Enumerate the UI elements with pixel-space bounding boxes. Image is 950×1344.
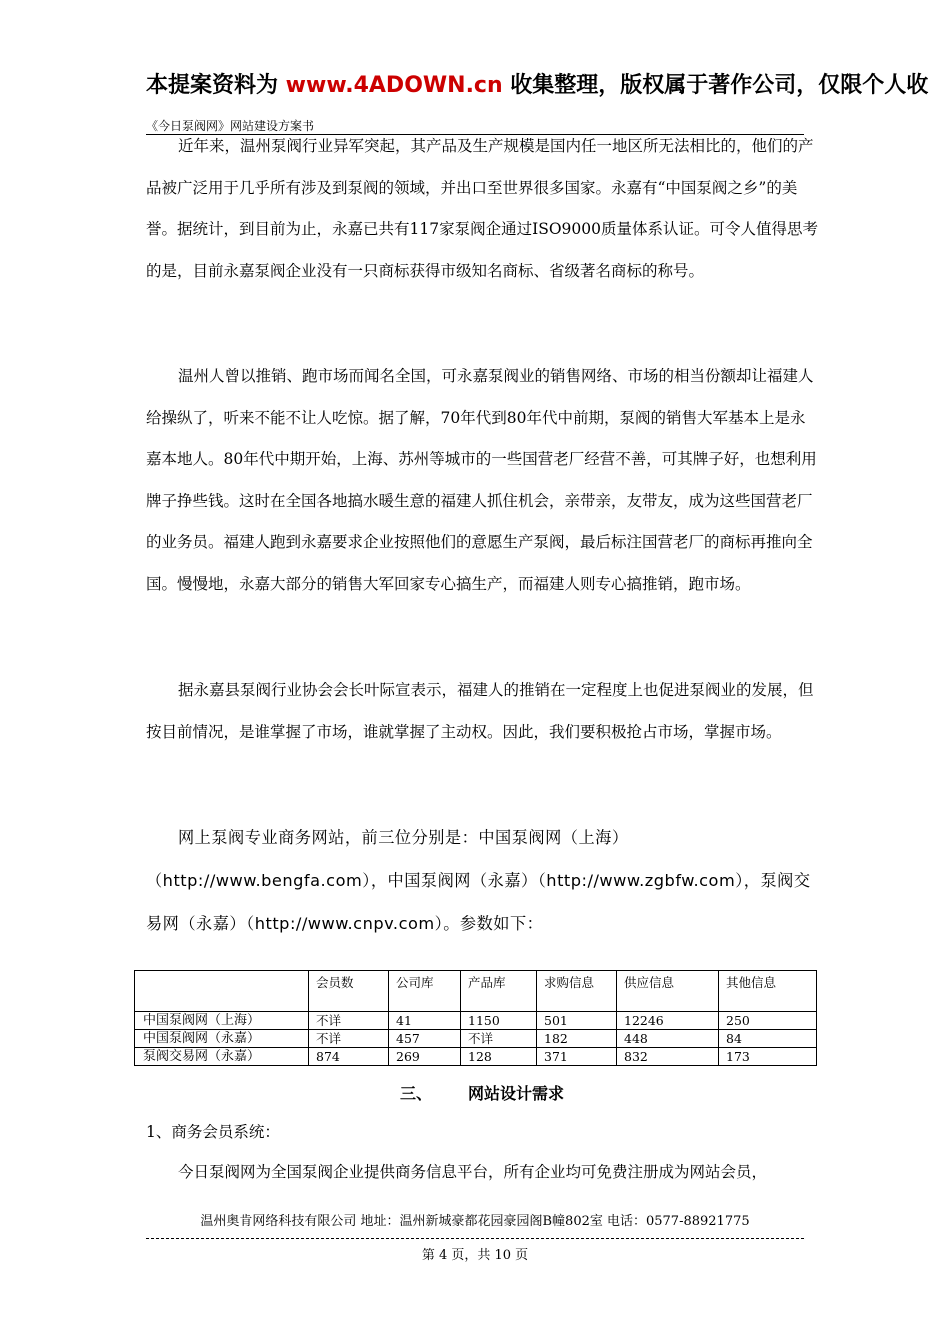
- paragraph-text: 网上泵阀专业商务网站，前三位分别是：中国泵阀网（上海）（http://www.bengfa.com），中国泵阀网（永嘉）（http://www.zgbfw.com），泵阀交易网（永嘉）（http://www.cnpv.com）。参数如下：: [146, 828, 811, 933]
- table-cell: 250: [719, 1012, 817, 1030]
- paragraph-market-control: [146, 670, 818, 753]
- table-row: [135, 1030, 817, 1048]
- paragraph-sales-network: [146, 356, 818, 605]
- section-title: [146, 1080, 818, 1108]
- table-cell-site: 中国泵阀网（上海）: [135, 1012, 309, 1030]
- table-row: [135, 1012, 817, 1030]
- table-cell: 41: [389, 1012, 461, 1030]
- footer-company-info: 温州奥肯网络科技有限公司 地址：温州新城豪都花园豪园阁B幢802室 电话：0577-88921775: [200, 1214, 750, 1229]
- table-header-cell: 求购信息: [537, 971, 617, 1012]
- table-cell: 12246: [617, 1012, 719, 1030]
- table-cell: 874: [309, 1048, 389, 1066]
- section-number: 三、: [399, 1084, 432, 1103]
- table-cell: 不详: [461, 1030, 537, 1048]
- section-title-text: 网站设计需求: [468, 1084, 565, 1103]
- promo-banner: [146, 70, 950, 102]
- table-cell: 371: [537, 1048, 617, 1066]
- paragraph-member-intro: [146, 1152, 818, 1194]
- paragraph-text: 近年来，温州泵阀行业异军突起，其产品及生产规模是国内任一地区所无法相比的，他们的产品被广泛用于几乎所有涉及到泵阀的领域，并出口至世界很多国家。永嘉有“中国泵阀之乡”的美誉。据统计，到目前为止，永嘉已共有117家泵阀企通过ISO9000质量体系认证。可令人值得思考的是，目前永嘉泵阀企业没有一只商标获得市级知名商标、省级著名商标的称号。: [146, 137, 818, 280]
- table-cell: 1150: [461, 1012, 537, 1030]
- table-cell: 501: [537, 1012, 617, 1030]
- competitor-stats-table: [134, 970, 817, 1066]
- table-header-cell: 供应信息: [617, 971, 719, 1012]
- table-header-cell: 会员数: [309, 971, 389, 1012]
- paragraph-competitor-sites: [146, 816, 818, 945]
- banner-suffix: 收集整理，版权属于著作公司，仅限个人收: [502, 73, 929, 98]
- table-cell: 173: [719, 1048, 817, 1066]
- footer-divider: [146, 1238, 804, 1239]
- table-cell: 448: [617, 1030, 719, 1048]
- paragraph-industry-overview: [146, 126, 818, 292]
- subheading-member-system: 1、商务会员系统：: [146, 1123, 280, 1141]
- paragraph-text: 据永嘉县泵阀行业协会会长叶际宣表示，福建人的推销在一定程度上也促进泵阀业的发展，但按目前情况，是谁掌握了市场，谁就掌握了主动权。因此，我们要积极抢占市场，掌握市场。: [146, 681, 814, 741]
- table-cell: 832: [617, 1048, 719, 1066]
- table-cell: 182: [537, 1030, 617, 1048]
- table-cell: 457: [389, 1030, 461, 1048]
- table-row: [135, 1048, 817, 1066]
- table-cell: 128: [461, 1048, 537, 1066]
- paragraph-text: 今日泵阀网为全国泵阀企业提供商务信息平台，所有企业均可免费注册成为网站会员，: [178, 1163, 768, 1181]
- table-header-cell: 产品库: [461, 971, 537, 1012]
- paragraph-text: 温州人曾以推销、跑市场而闻名全国，可永嘉泵阀业的销售网络、市场的相当份额却让福建人给操纵了，听来不能不让人吃惊。据了解，70年代到80年代中前期，泵阀的销售大军基本上是永嘉本地人。80年代中期开始，上海、苏州等城市的一些国营老厂经营不善，可其牌子好，也想利用牌子挣些钱。这时在全国各地搞水暖生意的福建人抓住机会，亲带亲，友带友，成为这些国营老厂的业务员。福建人跑到永嘉要求企业按照他们的意愿生产泵阀，最后标注国营老厂的商标再推向全国。慢慢地，永嘉大部分的销售大军回家专心搞生产，而福建人则专心搞推销，跑市场。: [146, 367, 817, 593]
- table-header-cell: [135, 971, 309, 1012]
- table-header-cell: 公司库: [389, 971, 461, 1012]
- table-cell-site: 中国泵阀网（永嘉）: [135, 1030, 309, 1048]
- page-number: 第 4 页，共 10 页: [421, 1248, 529, 1263]
- running-header: 《今日泵阀网》网站建设方案书: [146, 118, 804, 135]
- table-cell: 84: [719, 1030, 817, 1048]
- banner-site-link[interactable]: www.4ADOWN.cn: [285, 73, 503, 98]
- table-header-cell: 其他信息: [719, 971, 817, 1012]
- table-cell-site: 泵阀交易网（永嘉）: [135, 1048, 309, 1066]
- table-cell: 269: [389, 1048, 461, 1066]
- table-cell: 不详: [309, 1012, 389, 1030]
- table-header-row: [135, 971, 817, 1012]
- banner-prefix: 本提案资料为: [146, 73, 286, 98]
- table-cell: 不详: [309, 1030, 389, 1048]
